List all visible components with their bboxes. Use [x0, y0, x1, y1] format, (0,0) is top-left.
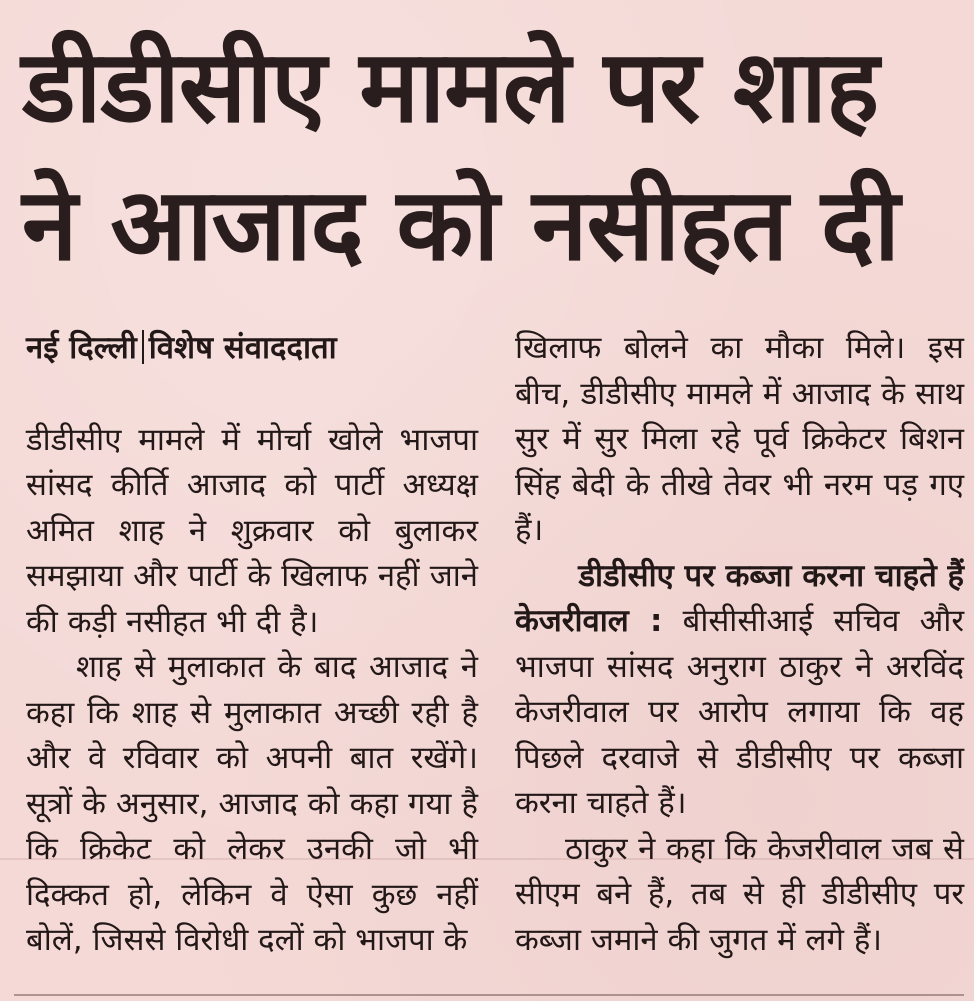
paragraph-1: डीडीसीए मामले में मोर्चा खोले भाजपा सांसद कीर्ति आजाद को पार्टी अध्यक्ष अमित शाह ने शुक्रवार को बुलाकर समझाया और पार्टी के खिलाफ नहीं जाने की कड़ी नसीहत भी दी है।	[26, 421, 478, 640]
right-column	[515, 326, 964, 963]
left-column	[26, 326, 478, 964]
headline-line-1: डीडीसीए मामले पर शाह	[22, 28, 879, 145]
paragraph-2: शाह से मुलाकात के बाद आजाद ने कहा कि शाह से मुलाकात अच्छी रही है और वे रविवार को अपनी बात रखेंगे। सूत्रों के अनुसार, आजाद को कहा गया है कि क्रिकेट को लेकर उनकी जो भी दिक्कत हो, लेकिन वे ऐसा कुछ नहीं बोलें, जिससे विरोधी दलों को भाजपा के	[26, 649, 478, 958]
paragraph-4-body: बीसीसीआई सचिव और भाजपा सांसद अनुराग ठाकुर ने अरविंद केजरीवाल पर आरोप लगाया कि वह पिछले दरवाजे से डीडीसीए पर कब्जा करना चाहते हैं।	[515, 603, 964, 821]
paragraph-4	[515, 599, 964, 827]
dateline-reporter: विशेष संवाददाता	[148, 330, 337, 366]
dateline-separator	[142, 330, 144, 364]
dateline-place: नई दिल्ली	[26, 330, 137, 366]
paper-fold-line	[0, 858, 974, 860]
subhead-line-2: केजरीवाल :	[515, 603, 663, 639]
bottom-rule	[14, 994, 964, 996]
subhead-line-1: डीडीसीए पर कब्जा करना चाहते हैं	[578, 557, 964, 594]
headline	[22, 18, 952, 294]
paragraph-3: खिलाफ बोलने का मौका मिले। इस बीच, डीडीसीए मामले में आजाद के साथ सुर में सुर मिला रहे पूर्व क्रिकेटर बिशन सिंह बेदी के तीखे तेवर भी नरम पड़ गए हैं।	[515, 330, 964, 548]
dateline	[26, 326, 478, 372]
paragraph-5: ठाकुर ने कहा कि केजरीवाल जब से सीएम बने हैं, तब से ही डीडीसीए पर कब्जा जमाने की जुगत में लगे हैं।	[515, 830, 964, 958]
headline-line-2: ने आजाद को नसीहत दी	[22, 166, 899, 283]
